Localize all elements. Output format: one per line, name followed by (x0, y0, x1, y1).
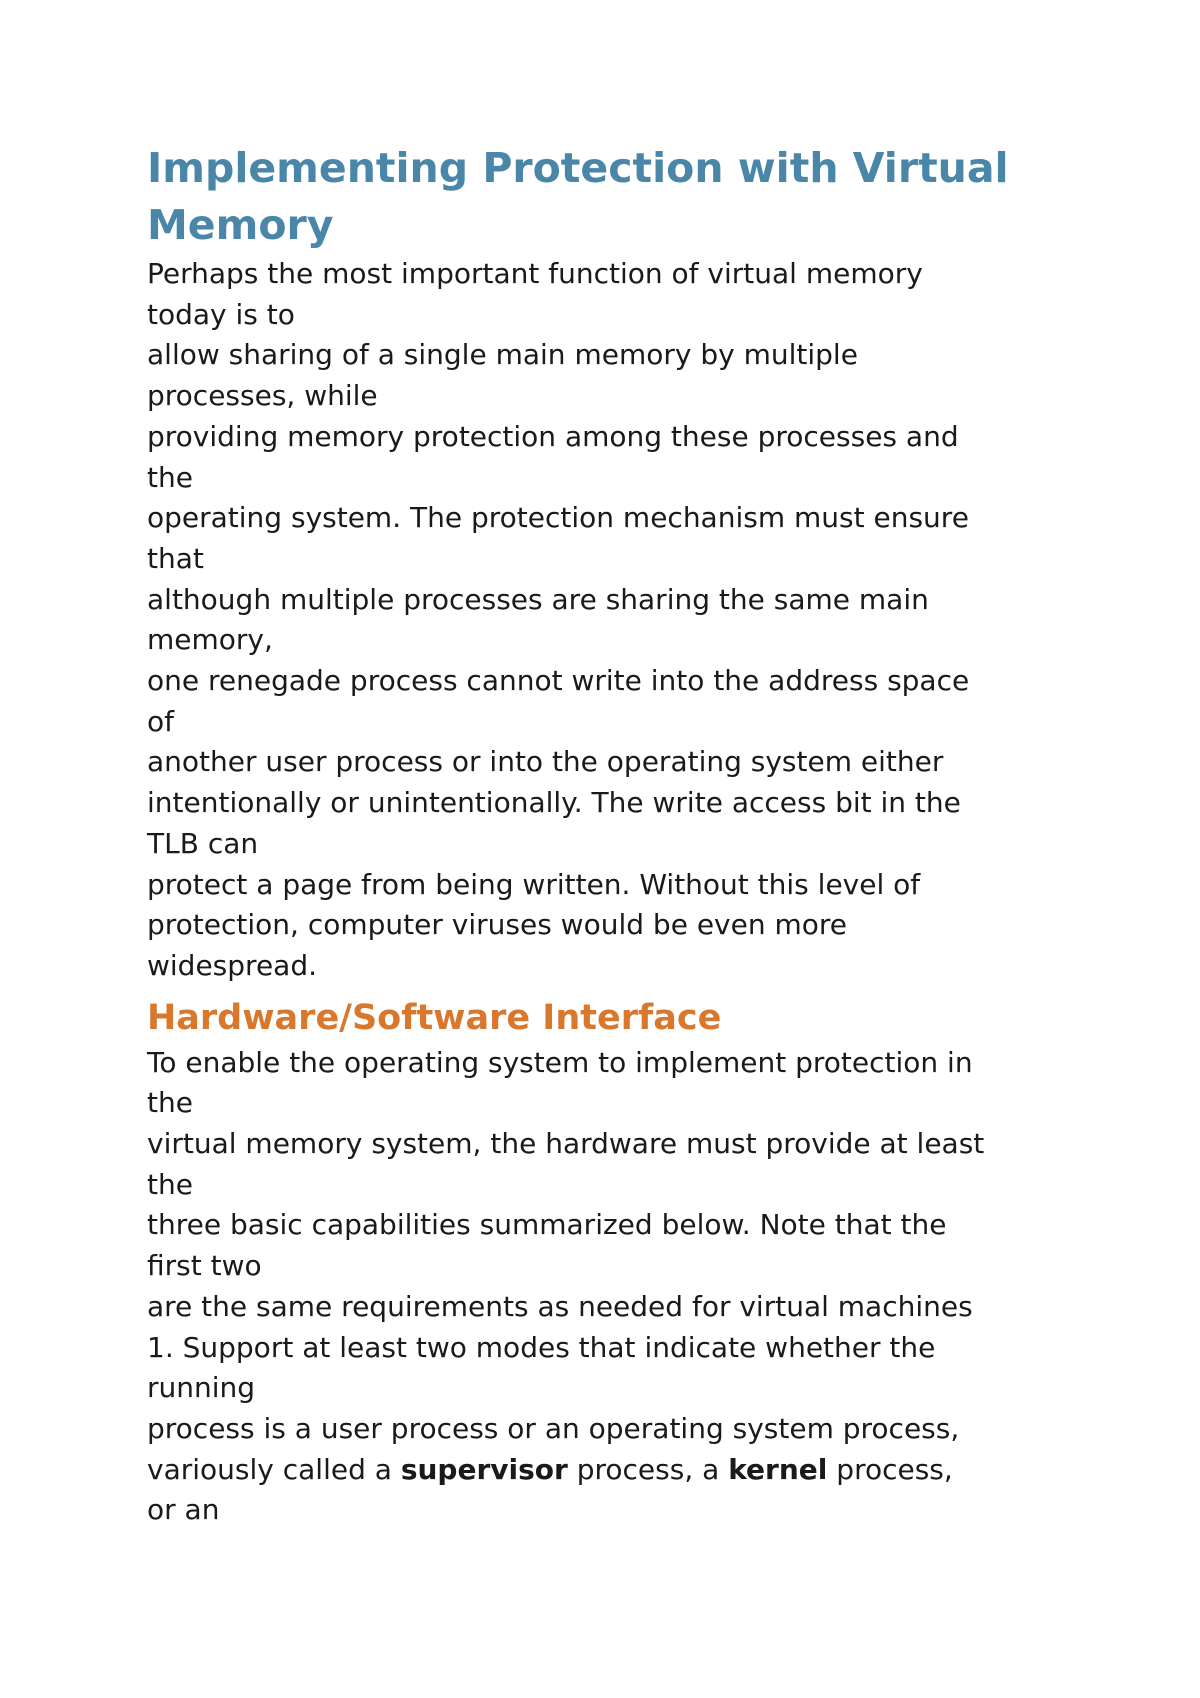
text-line: Perhaps the most important function of virtual memory (147, 257, 923, 290)
text-line: first two (147, 1249, 262, 1283)
bold-term-supervisor: supervisor (400, 1452, 568, 1486)
text-line: or an (147, 1493, 220, 1527)
text-line: running (147, 1371, 256, 1405)
section-paragraph (147, 1043, 1067, 1531)
section-heading: Hardware/Software Interface (147, 997, 722, 1038)
text-line: are the same requirements as needed for virtual machines (147, 1289, 973, 1323)
text-line: one renegade process cannot write into the address space (147, 664, 970, 698)
text-line: providing memory protection among these processes and (147, 419, 959, 453)
text-line: processes, while (147, 379, 378, 413)
text-line: allow sharing of a single main memory by multiple (147, 338, 858, 372)
text-line: memory, (147, 623, 273, 657)
text-line: of (147, 704, 174, 738)
intro-paragraph (147, 254, 1067, 987)
text-line: the (147, 460, 193, 494)
text-line: virtual memory system, the hardware must provide at least (147, 1127, 985, 1161)
text-line: TLB can (147, 826, 259, 860)
text-line: To enable the operating system to implement protection in (147, 1045, 973, 1079)
bold-term-kernel: kernel (728, 1452, 828, 1486)
page-title: Implementing Protection with Virtual Memory (147, 144, 1009, 249)
text-line: although multiple processes are sharing the same main (147, 582, 929, 616)
text-line: 1. Support at least two modes that indicate whether the (147, 1330, 936, 1364)
text-line: another user process or into the operating system either (147, 745, 944, 779)
text-line: that (147, 541, 204, 575)
mixed-text-line (147, 1450, 1067, 1491)
text-line: protection, computer viruses would be even more (147, 908, 848, 942)
text-line: widespread. (147, 948, 317, 982)
text-line: intentionally or unintentionally. The write access bit in the (147, 786, 961, 820)
text-line: today is to (147, 297, 295, 331)
text-fragment: variously called a (147, 1452, 401, 1486)
document-page (147, 140, 1067, 1531)
text-line: the (147, 1086, 193, 1120)
text-line: operating system. The protection mechanism must ensure (147, 501, 969, 535)
text-fragment: process, (827, 1452, 953, 1486)
text-line: three basic capabilities summarized below. Note that the (147, 1208, 947, 1242)
text-line: protect a page from being written. Without this level of (147, 867, 921, 901)
text-line: the (147, 1167, 193, 1201)
text-line: process is a user process or an operating system process, (147, 1411, 960, 1445)
text-fragment: process, a (567, 1452, 729, 1486)
